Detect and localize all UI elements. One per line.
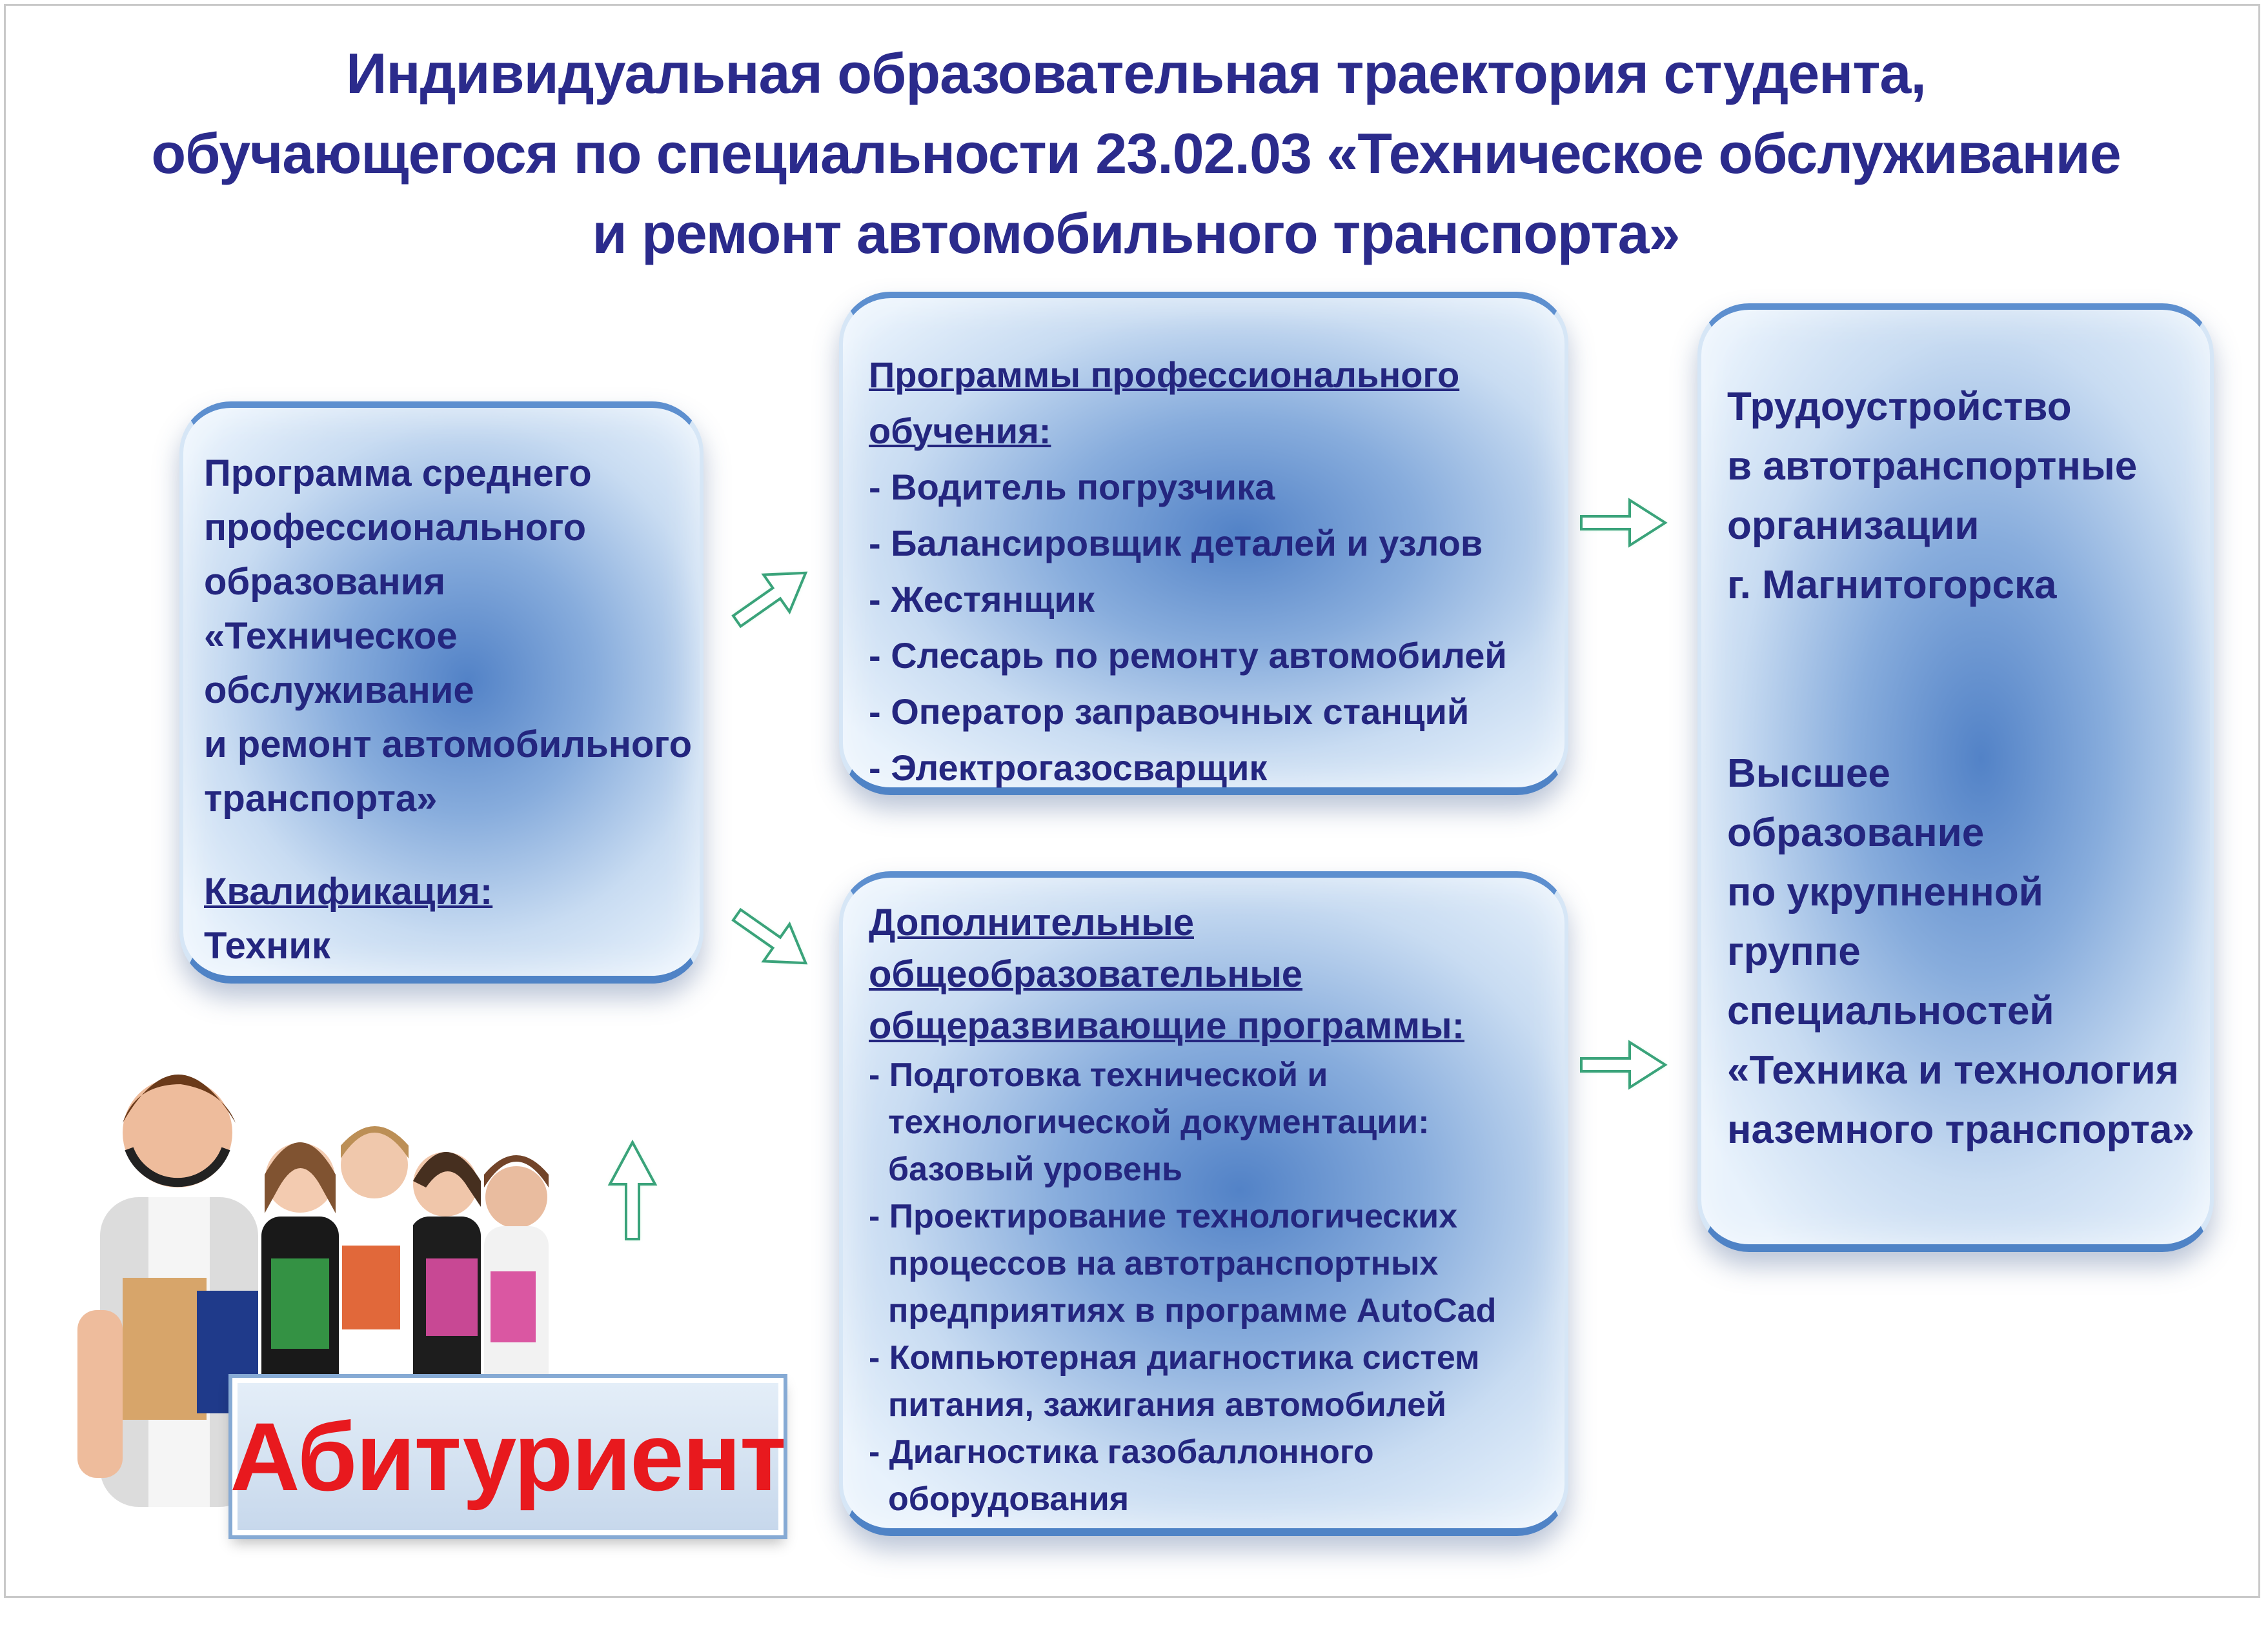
prof-training-item: - Водитель погрузчика: [869, 467, 1275, 507]
higher-edu-line: «Техника и технология: [1727, 1048, 2179, 1093]
extra-program-item-text: базовый уровень: [888, 1151, 1183, 1188]
employment-line: в автотранспортные: [1727, 444, 2138, 489]
extra-program-item: [869, 1335, 1552, 1429]
extra-program-item-text: процессов на автотранспортных: [888, 1245, 1439, 1282]
extra-program-item: [869, 1052, 1552, 1193]
higher-edu-line: группе: [1727, 929, 1861, 974]
employment-line: г. Магнитогорска: [1727, 563, 2057, 607]
extra-program-item-title: - Подготовка технической и: [869, 1056, 1328, 1094]
title-line-2: обучающегося по специальности 23.02.03 «Техническое обслуживание: [151, 121, 2121, 185]
extra-programs-heading: Дополнительные: [869, 902, 1194, 944]
extra-programs-heading: общеразвивающие программы:: [869, 1005, 1465, 1047]
prof-training-item: - Слесарь по ремонту автомобилей: [869, 635, 1507, 676]
extra-programs-box: [839, 871, 1568, 1536]
prof-training-heading: Программы профессионального: [869, 354, 1460, 395]
arrow-down-right-icon: [723, 897, 820, 981]
spo-line: обслуживание: [204, 669, 474, 711]
poster-title: [129, 34, 2143, 274]
arrow-up-right-icon: [723, 555, 820, 639]
qualification-value: Техник: [204, 925, 331, 967]
higher-edu-line: специальностей: [1727, 989, 2054, 1033]
prof-training-item: - Оператор заправочных станций: [869, 691, 1470, 732]
extra-program-item-text: оборудования: [888, 1480, 1129, 1518]
higher-edu-line: Высшее: [1727, 751, 1890, 796]
applicant-badge: [232, 1378, 784, 1535]
title-line-3: и ремонт автомобильного транспорта»: [592, 201, 1680, 265]
outcomes-box: [1697, 303, 2214, 1252]
title-line-1: Индивидуальная образовательная траектория студента,: [346, 41, 1926, 105]
applicant-label: Абитуриент: [230, 1402, 786, 1511]
employment-line: организации: [1727, 503, 1979, 548]
higher-edu-line: по укрупненной: [1727, 870, 2043, 914]
arrow-right-icon: [1575, 1033, 1672, 1097]
extra-program-item-title: - Диагностика газобаллонного: [869, 1433, 1374, 1471]
extra-program-item-text: питания, зажигания автомобилей: [888, 1386, 1446, 1424]
spo-line: и ремонт автомобильного: [204, 723, 693, 765]
extra-program-item-title: - Проектирование технологических: [869, 1198, 1458, 1235]
extra-program-item: [869, 1193, 1552, 1335]
spo-line: образования: [204, 561, 446, 603]
arrow-right-icon: [1575, 490, 1672, 555]
spo-line: «Техническое: [204, 615, 458, 657]
qualification-label: Квалификация:: [204, 871, 493, 913]
prof-training-item: - Балансировщик деталей и узлов: [869, 523, 1483, 563]
spo-line: профессионального: [204, 507, 587, 549]
spo-program-box: [179, 401, 704, 984]
extra-programs-heading: общеобразовательные: [869, 953, 1303, 995]
prof-training-box: [839, 292, 1568, 795]
employment-line: Трудоустройство: [1727, 385, 2072, 429]
prof-training-heading: обучения:: [869, 410, 1051, 451]
extra-program-item-title: - Компьютерная диагностика систем: [869, 1339, 1480, 1377]
prof-training-item: - Электрогазосварщик: [869, 747, 1268, 788]
prof-training-item: - Жестянщик: [869, 579, 1095, 620]
higher-edu-line: наземного транспорта»: [1727, 1107, 2194, 1152]
extra-program-item: [869, 1429, 1552, 1523]
spo-line: транспорта»: [204, 778, 438, 820]
extra-program-item-text: технологической документации:: [888, 1104, 1430, 1141]
spo-line: Программа среднего: [204, 452, 592, 494]
higher-edu-line: образование: [1727, 811, 1985, 855]
extra-program-item-text: предприятиях в программе AutoCad: [888, 1292, 1497, 1329]
